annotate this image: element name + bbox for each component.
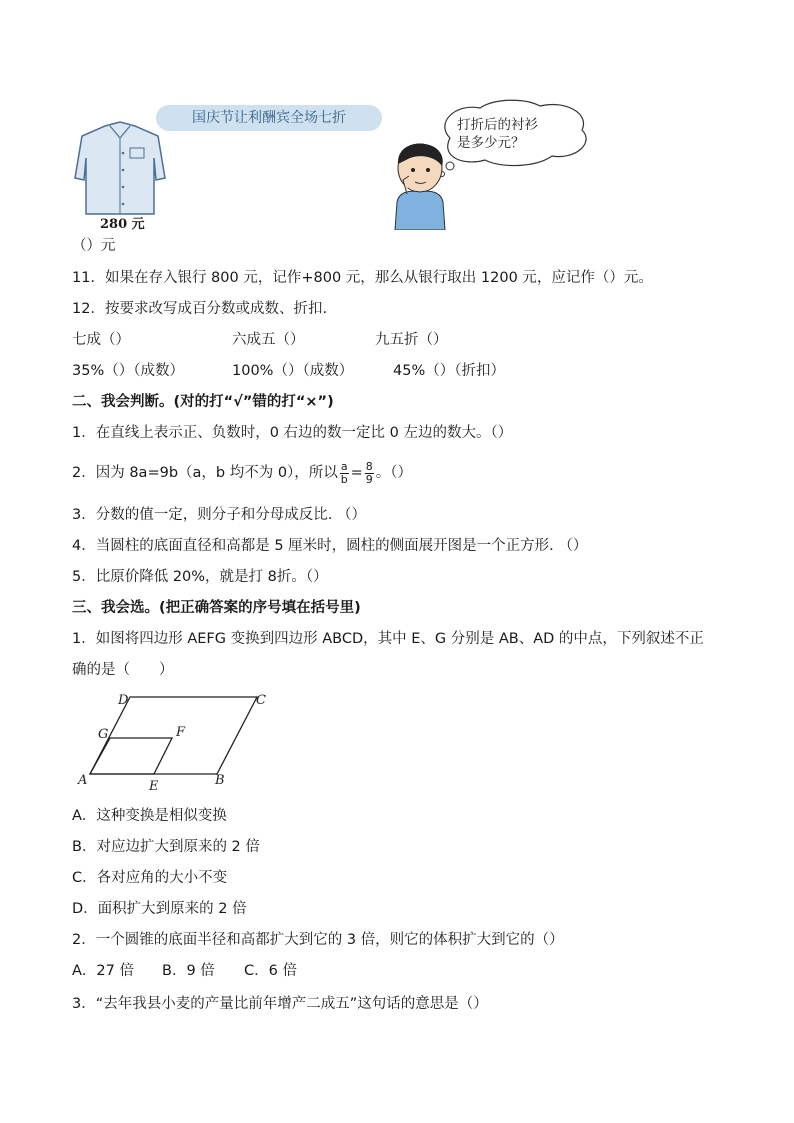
section-2-heading: 二、我会判断。(对的打“√”错的打“×”) bbox=[72, 394, 334, 410]
option-c: C．各对应角的大小不变 bbox=[72, 870, 228, 886]
vertex-label-b: B bbox=[215, 773, 225, 788]
parallelogram-AEFG bbox=[90, 738, 172, 774]
section-3-heading: 三、我会选。(把正确答案的序号填在括号里) bbox=[72, 600, 361, 616]
q2-option-c: C．6 倍 bbox=[244, 963, 297, 979]
vertex-label-a: A bbox=[78, 773, 88, 788]
choice-question-3: 3．“去年我县小麦的产量比前年增产二成五”这句话的意思是（） bbox=[72, 996, 488, 1012]
q10-answer-line: （）元 bbox=[72, 238, 116, 254]
q12-item-3: 九五折（） bbox=[375, 332, 448, 348]
fraction-a-over-b bbox=[340, 461, 349, 486]
q12-item-6: 45%（）（折扣） bbox=[393, 363, 505, 379]
boy-illustration bbox=[385, 140, 455, 230]
bubble-line-2: 是多少元？ bbox=[457, 135, 525, 151]
q12-item-1: 七成（） bbox=[72, 332, 130, 348]
q12-item-2: 六成五（） bbox=[232, 332, 305, 348]
parallelogram-figure bbox=[72, 686, 282, 796]
q12-item-4: 35%（）（成数） bbox=[72, 363, 184, 379]
parallelogram-ABCD bbox=[90, 697, 257, 774]
judge-question-5: 5．比原价降低 20%，就是打 8折。（） bbox=[72, 569, 328, 585]
bubble-line-1: 打折后的衬衫 bbox=[457, 117, 538, 133]
fraction-denominator: 9 bbox=[365, 472, 373, 486]
shirt-illustration bbox=[70, 118, 170, 218]
equals-sign: = bbox=[350, 465, 363, 481]
choice-question-1: 1．如图将四边形 AEFG 变换到四边形 ABCD，其中 E、G 分别是 AB、AD 的中点，下列叙述不正 bbox=[72, 631, 704, 647]
vertex-label-e: E bbox=[149, 779, 159, 794]
shirt-price: 280 元 bbox=[100, 217, 145, 232]
fraction-denominator: b bbox=[340, 472, 348, 486]
option-d: D．面积扩大到原来的 2 倍 bbox=[72, 901, 247, 917]
fraction-8-over-9 bbox=[365, 461, 374, 486]
judge-question-4: 4．当圆柱的底面直径和高都是 5 厘米时，圆柱的侧面展开图是一个正方形. （） bbox=[72, 538, 588, 554]
sale-banner: 国庆节让利酬宾全场七折 bbox=[156, 105, 382, 131]
question-11: 11．如果在存入银行 800 元，记作+800 元，那么从银行取出 1200 元，应记作（）元。 bbox=[72, 270, 653, 286]
option-a: A．这种变换是相似变换 bbox=[72, 808, 227, 824]
option-b: B．对应边扩大到原来的 2 倍 bbox=[72, 839, 260, 855]
bubble-text bbox=[457, 116, 538, 152]
q2-option-a: A．27 倍 bbox=[72, 963, 134, 979]
judge-question-1: 1．在直线上表示正、负数时，0 右边的数一定比 0 左边的数大。（） bbox=[72, 425, 513, 441]
judge-q2-text: 2．因为 8a=9b（a，b 均不为 0），所以 bbox=[72, 465, 338, 481]
fraction-numerator: 8 bbox=[365, 459, 373, 473]
question-12: 12．按要求改写成百分数或成数、折扣. bbox=[72, 301, 328, 317]
fraction-numerator: a bbox=[340, 459, 348, 473]
choice-question-1-cont: 确的是（ ） bbox=[72, 662, 174, 678]
q12-item-5: 100%（）（成数） bbox=[232, 363, 354, 379]
judge-q2-tail: 。（） bbox=[375, 465, 412, 481]
choice-question-2: 2．一个圆锥的底面半径和高都扩大到它的 3 倍，则它的体积扩大到它的（） bbox=[72, 932, 564, 948]
vertex-label-d: D bbox=[118, 693, 129, 708]
vertex-label-c: C bbox=[256, 693, 266, 708]
q2-option-b: B．9 倍 bbox=[162, 963, 215, 979]
judge-question-2 bbox=[72, 458, 412, 488]
judge-question-3: 3．分数的值一定，则分子和分母成反比. （） bbox=[72, 507, 366, 523]
vertex-label-f: F bbox=[176, 725, 186, 740]
vertex-label-g: G bbox=[98, 727, 109, 742]
